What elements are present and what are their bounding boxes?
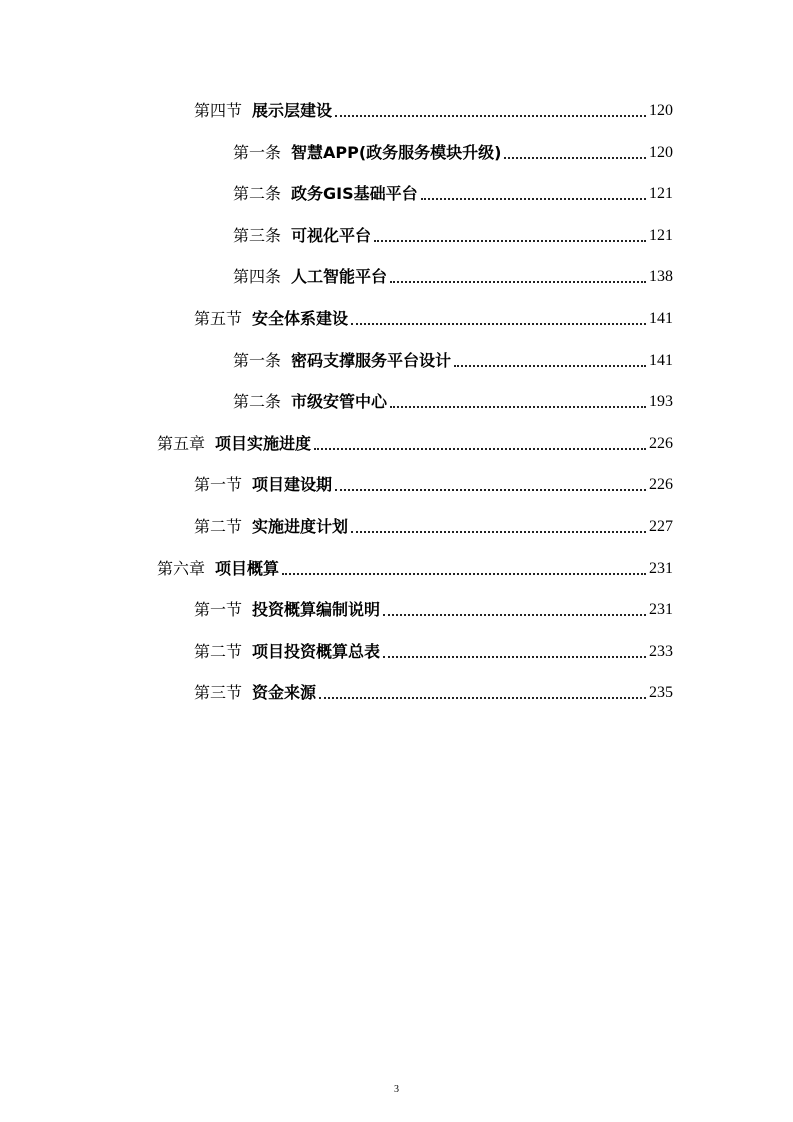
toc-dot-leader xyxy=(390,406,646,408)
toc-entry[interactable] xyxy=(233,222,673,246)
toc-entry-number: 第三节 xyxy=(194,683,243,703)
toc-dot-leader xyxy=(351,323,646,325)
toc-entry-page: 233 xyxy=(649,642,673,660)
toc-entry-page: 120 xyxy=(649,102,673,119)
toc-entry-page: 226 xyxy=(649,434,673,452)
toc-entry[interactable] xyxy=(157,430,673,454)
toc-entry-number: 第二节 xyxy=(194,517,243,536)
toc-entry-page: 121 xyxy=(649,185,673,203)
toc-entry-number: 第四条 xyxy=(233,267,282,287)
toc-entry[interactable] xyxy=(233,139,673,163)
toc-entry-number: 第二条 xyxy=(233,392,282,412)
toc-entry[interactable] xyxy=(233,347,673,371)
toc-entry-page: 138 xyxy=(649,268,673,286)
toc-entry[interactable] xyxy=(194,305,673,329)
toc-dot-leader xyxy=(374,240,646,242)
toc-entry[interactable] xyxy=(233,388,673,412)
toc-entry-page: 235 xyxy=(649,684,673,702)
toc-dot-leader xyxy=(282,573,646,575)
toc-entry-number: 第二条 xyxy=(233,184,282,204)
toc-entry-page: 231 xyxy=(649,559,673,577)
toc-entry-number: 第一节 xyxy=(194,475,243,495)
toc-entry-number: 第一条 xyxy=(233,142,282,162)
toc-entry[interactable] xyxy=(194,638,673,662)
toc-dot-leader xyxy=(314,448,646,450)
toc-entry[interactable] xyxy=(194,596,673,620)
toc-entry[interactable] xyxy=(194,513,673,537)
toc-dot-leader xyxy=(421,198,646,200)
toc-entry-title: 可视化平台 xyxy=(291,225,372,245)
toc-entry-page: 121 xyxy=(649,226,673,244)
toc-entry-number: 第一节 xyxy=(194,600,243,620)
toc-entry-page: 231 xyxy=(649,601,673,619)
toc-entry-title: 密码支撑服务平台设计 xyxy=(291,350,452,370)
toc-dot-leader xyxy=(335,115,646,117)
toc-entry-number: 第一条 xyxy=(233,350,282,370)
toc-entry-number: 第二节 xyxy=(194,641,243,661)
toc-entry[interactable] xyxy=(233,263,673,287)
toc-entry[interactable] xyxy=(194,471,673,495)
toc-entry-title: 投资概算编制说明 xyxy=(252,600,381,620)
toc-entry-page: 227 xyxy=(649,518,673,535)
toc-dot-leader xyxy=(383,614,646,616)
toc-dot-leader xyxy=(383,656,646,658)
toc-entry-page: 141 xyxy=(649,310,673,327)
toc-entry-title: 智慧APP(政务服务模块升级) xyxy=(291,142,502,162)
toc-entry-title: 资金来源 xyxy=(252,683,317,703)
toc-dot-leader xyxy=(454,365,646,367)
toc-entry-title: 展示层建设 xyxy=(252,101,333,120)
toc-dot-leader xyxy=(390,281,646,283)
toc-entry[interactable] xyxy=(194,97,673,121)
toc-entry-title: 市级安管中心 xyxy=(291,392,388,412)
toc-entry-page: 141 xyxy=(649,351,673,369)
page-number: 3 xyxy=(394,1084,399,1095)
toc-dot-leader xyxy=(351,531,646,533)
toc-entry-number: 第三条 xyxy=(233,225,282,245)
toc-entry-title: 政务GIS基础平台 xyxy=(291,184,418,204)
toc-entry-number: 第四节 xyxy=(194,101,243,120)
toc-entry-page: 193 xyxy=(649,393,673,411)
toc-entry[interactable] xyxy=(194,679,673,703)
toc-entry-number: 第五节 xyxy=(194,309,243,328)
toc-entry[interactable] xyxy=(233,180,673,204)
toc-entry-title: 人工智能平台 xyxy=(291,267,388,287)
toc-entry-number: 第五章 xyxy=(157,433,206,453)
toc-entry-page: 120 xyxy=(649,143,673,161)
toc-entry-title: 项目投资概算总表 xyxy=(252,641,381,661)
toc-entry-number: 第六章 xyxy=(157,558,206,578)
toc-entry[interactable] xyxy=(157,555,673,579)
toc-dot-leader xyxy=(504,157,646,159)
toc-entry-page: 226 xyxy=(649,476,673,494)
toc-entry-title: 项目实施进度 xyxy=(215,433,312,453)
toc-entry-title: 项目概算 xyxy=(215,558,280,578)
toc-dot-leader xyxy=(335,489,646,491)
toc-entry-title: 实施进度计划 xyxy=(252,517,349,536)
toc-entry-title: 项目建设期 xyxy=(252,475,333,495)
toc-dot-leader xyxy=(319,697,646,699)
toc-entry-title: 安全体系建设 xyxy=(252,309,349,328)
